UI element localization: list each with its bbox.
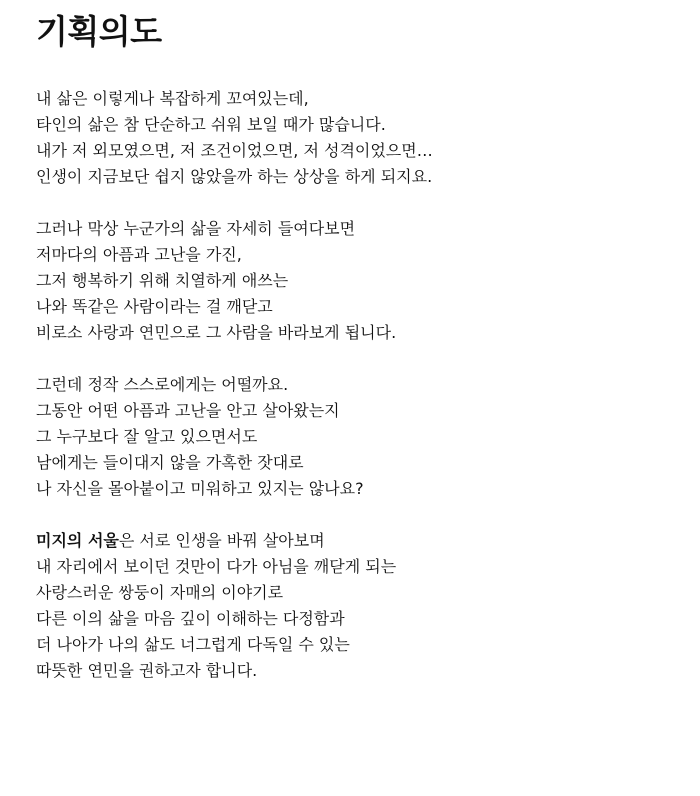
text-line: 타인의 삶은 참 단순하고 쉬워 보일 때가 많습니다.	[36, 115, 386, 134]
text-line: 그러나 막상 누군가의 삶을 자세히 들여다보면	[36, 219, 356, 238]
text-line: 비로소 사랑과 연민으로 그 사람을 바라보게 됩니다.	[36, 323, 397, 342]
text-line: 남에게는 들이대지 않을 가혹한 잣대로	[36, 453, 304, 472]
text-line: 다른 이의 삶을 마음 깊이 이해하는 다정함과	[36, 609, 345, 628]
drama-title-bold: 미지의 서울	[36, 531, 119, 550]
text-line: 그동안 어떤 아픔과 고난을 안고 살아왔는지	[36, 401, 340, 420]
text-line: 저마다의 아픔과 고난을 가진,	[36, 245, 242, 264]
text-line: 그저 행복하기 위해 치열하게 애쓰는	[36, 271, 289, 290]
page-title: 기획의도	[36, 12, 162, 51]
text-line: 그런데 정작 스스로에게는 어떨까요.	[36, 375, 289, 394]
text-line: 내가 저 외모였으면, 저 조건이었으면, 저 성격이었으면…	[36, 141, 433, 160]
text-line: 그 누구보다 잘 알고 있으면서도	[36, 427, 258, 446]
paragraph-3	[36, 372, 676, 502]
text-line: 나 자신을 몰아붙이고 미워하고 있지는 않나요?	[36, 479, 364, 498]
paragraph-4	[36, 528, 676, 684]
text-line: 나와 똑같은 사람이라는 걸 깨닫고	[36, 297, 273, 316]
text-line: 따뜻한 연민을 권하고자 합니다.	[36, 661, 258, 680]
paragraph-2	[36, 216, 676, 346]
document-body	[36, 86, 676, 710]
text-line-with-title	[36, 528, 676, 554]
text-line: 사랑스러운 쌍둥이 자매의 이야기로	[36, 583, 284, 602]
text-line: 인생이 지금보단 쉽지 않았을까 하는 상상을 하게 되지요.	[36, 167, 433, 186]
text-line: 내 삶은 이렇게나 복잡하게 꼬여있는데,	[36, 89, 309, 108]
text-line: 더 나아가 나의 삶도 너그럽게 다독일 수 있는	[36, 635, 350, 654]
text-line-rest: 은 서로 인생을 바꿔 살아보며	[118, 531, 325, 550]
paragraph-1	[36, 86, 676, 190]
text-line: 내 자리에서 보이던 것만이 다가 아님을 깨닫게 되는	[36, 557, 397, 576]
